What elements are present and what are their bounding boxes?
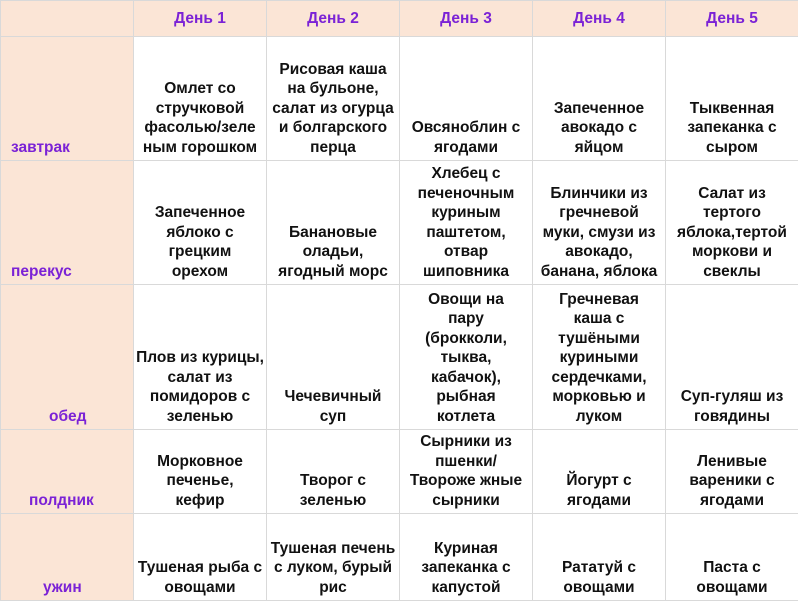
menu-cell: Омлет со стручковой фасолью/зеле ным горошком: [134, 37, 267, 161]
meal-label-afternoon-snack: полдник: [1, 430, 134, 514]
menu-cell: Морковное печенье, кефир: [134, 430, 267, 514]
menu-cell: Сырники из пшенки/Твороже жные сырники: [400, 430, 533, 514]
menu-cell: Суп-гуляш из говядины: [666, 285, 798, 430]
menu-cell: Тушеная рыба с овощами: [134, 514, 267, 601]
meal-label-breakfast: завтрак: [1, 37, 134, 161]
menu-cell: Салат из тертого яблока,тертой моркови и свеклы: [666, 161, 798, 285]
table-row: [1, 514, 798, 601]
menu-cell: Плов из курицы, салат из помидоров с зеленью: [134, 285, 267, 430]
menu-cell: Запеченное авокадо с яйцом: [533, 37, 666, 161]
meal-label-lunch: обед: [1, 285, 134, 430]
menu-cell: Чечевичный суп: [267, 285, 400, 430]
header-row: [1, 1, 798, 37]
day-header-1: День 1: [134, 1, 267, 37]
menu-cell: Блинчики из гречневой муки, смузи из авокадо, банана, яблока: [533, 161, 666, 285]
menu-cell: Тыквенная запеканка с сыром: [666, 37, 798, 161]
menu-cell: Банановые оладьи, ягодный морс: [267, 161, 400, 285]
menu-cell: Паста с овощами: [666, 514, 798, 601]
table-row: [1, 430, 798, 514]
table-row: [1, 37, 798, 161]
menu-cell: Йогурт с ягодами: [533, 430, 666, 514]
menu-cell: Гречневая каша с тушёными куриными сердечками, морковью и луком: [533, 285, 666, 430]
day-header-4: День 4: [533, 1, 666, 37]
corner-cell: [1, 1, 134, 37]
day-header-2: День 2: [267, 1, 400, 37]
day-header-3: День 3: [400, 1, 533, 37]
menu-cell: Куриная запеканка с капустой: [400, 514, 533, 601]
menu-cell: Овощи на пару (брокколи, тыква, кабачок), рыбная котлета: [400, 285, 533, 430]
menu-cell: Овсяноблин с ягодами: [400, 37, 533, 161]
menu-cell: Ленивые вареники с ягодами: [666, 430, 798, 514]
meal-label-dinner: ужин: [1, 514, 134, 601]
menu-cell: Рататуй с овощами: [533, 514, 666, 601]
table-row: [1, 285, 798, 430]
table-row: [1, 161, 798, 285]
day-header-5: День 5: [666, 1, 798, 37]
menu-cell: Запеченное яблоко с грецким орехом: [134, 161, 267, 285]
menu-cell: Тушеная печень с луком, бурый рис: [267, 514, 400, 601]
menu-cell: Хлебец с печеночным куриным паштетом, отвар шиповника: [400, 161, 533, 285]
menu-cell: Рисовая каша на бульоне, салат из огурца и болгарского перца: [267, 37, 400, 161]
meal-label-snack: перекус: [1, 161, 134, 285]
menu-cell: Творог с зеленью: [267, 430, 400, 514]
